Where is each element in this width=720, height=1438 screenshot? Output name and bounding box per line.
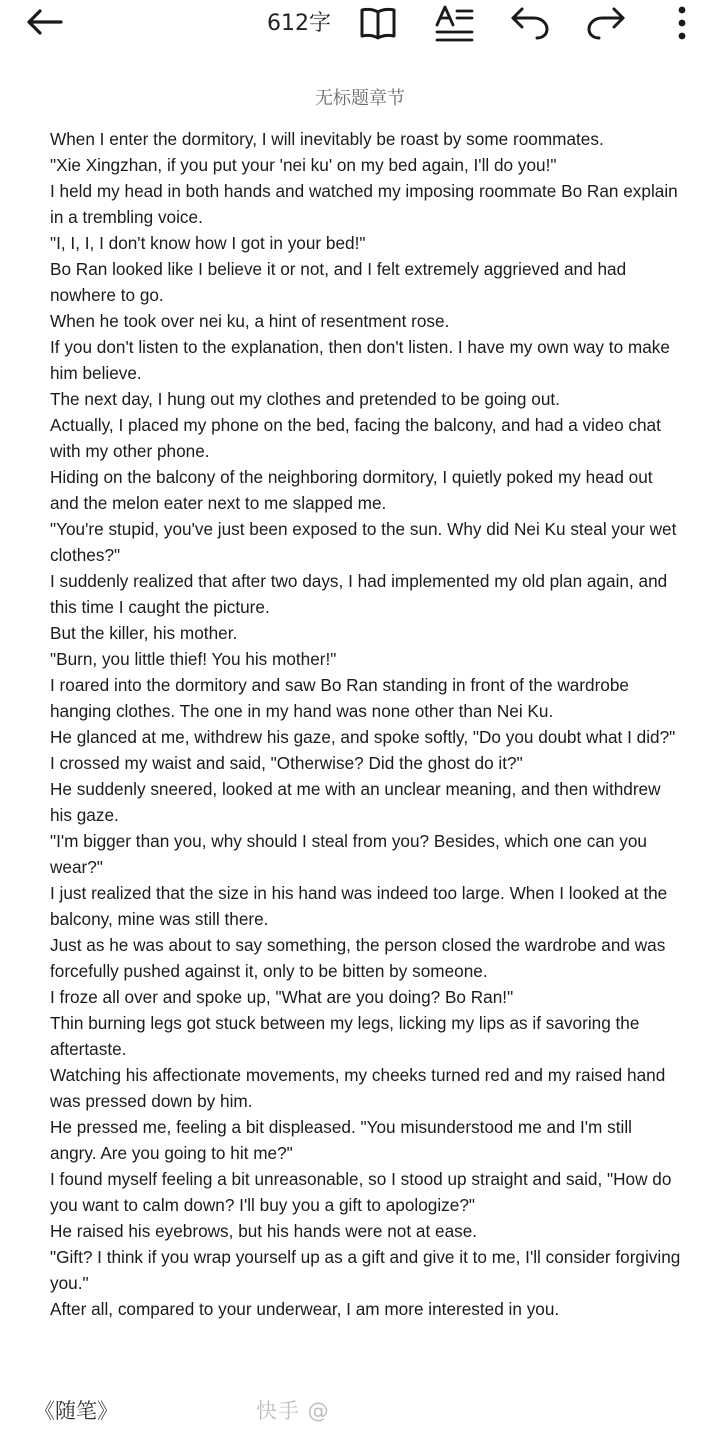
- undo-button[interactable]: [508, 4, 552, 42]
- paragraph: I roared into the dormitory and saw Bo Ran standing in front of the wardrobe hanging clothes. The one in my hand was none other than Nei Ku.: [50, 675, 629, 721]
- paragraph: "I'm bigger than you, why should I steal from you? Besides, which one can you wear?": [50, 831, 647, 877]
- paragraph: "Xie Xingzhan, if you put your 'nei ku' on my bed again, I'll do you!": [50, 155, 557, 175]
- paragraph: "Burn, you little thief! You his mother!": [50, 649, 337, 669]
- paragraph: He pressed me, feeling a bit displeased. "You misunderstood me and I'm still angry. Are you going to hit me?": [50, 1117, 632, 1163]
- paragraph: "I, I, I, I don't know how I got in your bed!": [50, 233, 366, 253]
- paragraph: Actually, I placed my phone on the bed, facing the balcony, and had a video chat with my other phone.: [50, 415, 661, 461]
- paragraph: When I enter the dormitory, I will inevitably be roast by some roommates.: [50, 129, 604, 149]
- paragraph: I froze all over and spoke up, "What are you doing? Bo Ran!": [50, 987, 514, 1007]
- chapter-content: [50, 126, 682, 1322]
- redo-icon: [586, 6, 626, 40]
- arrow-left-icon: [25, 8, 63, 36]
- paragraph: I just realized that the size in his hand was indeed too large. When I looked at the balcony, mine was still there.: [50, 883, 668, 929]
- paragraph: The next day, I hung out my clothes and pretended to be going out.: [50, 389, 560, 409]
- paragraph: I found myself feeling a bit unreasonable, so I stood up straight and said, "How do you want to calm down? I'll buy you a gift to apologize?": [50, 1169, 672, 1215]
- redo-button[interactable]: [584, 4, 628, 42]
- paragraph: Watching his affectionate movements, my cheeks turned red and my raised hand was pressed down by him.: [50, 1065, 666, 1111]
- word-count: 612字: [267, 11, 331, 36]
- paragraph: After all, compared to your underwear, I am more interested in you.: [50, 1299, 560, 1319]
- paragraph: I held my head in both hands and watched my imposing roommate Bo Ran explain in a trembling voice.: [50, 181, 678, 227]
- paragraph: "Gift? I think if you wrap yourself up as a gift and give it to me, I'll consider forgiving you.": [50, 1247, 681, 1293]
- chapter-title: 无标题章节: [315, 88, 405, 109]
- text-format-icon: [434, 5, 474, 43]
- paragraph: I suddenly realized that after two days, I had implemented my old plan again, and this time I caught the picture.: [50, 571, 668, 617]
- open-book-icon: [359, 6, 397, 40]
- paragraph: He glanced at me, withdrew his gaze, and spoke softly, "Do you doubt what I did?": [50, 727, 676, 747]
- paragraph: I crossed my waist and said, "Otherwise? Did the ghost do it?": [50, 753, 523, 773]
- book-button[interactable]: [356, 4, 400, 42]
- paragraph: If you don't listen to the explanation, then don't listen. I have my own way to make him believe.: [50, 337, 670, 383]
- paragraph: But the killer, his mother.: [50, 623, 238, 643]
- more-vertical-icon: [677, 6, 687, 40]
- top-toolbar: [0, 0, 720, 50]
- book-title-label: 《随笔》: [34, 1399, 118, 1423]
- paragraph: When he took over nei ku, a hint of resentment rose.: [50, 311, 450, 331]
- paragraph: Bo Ran looked like I believe it or not, and I felt extremely aggrieved and had nowhere to go.: [50, 259, 627, 305]
- paragraph: Just as he was about to say something, the person closed the wardrobe and was forcefully pushed against it, only to be bitten by someone.: [50, 935, 666, 981]
- text-format-button[interactable]: [432, 4, 476, 44]
- paragraph: He raised his eyebrows, but his hands were not at ease.: [50, 1221, 478, 1241]
- undo-icon: [510, 6, 550, 40]
- paragraph: "You're stupid, you've just been exposed to the sun. Why did Nei Ku steal your wet clothes?": [50, 519, 677, 565]
- more-options-button[interactable]: [666, 4, 698, 42]
- paragraph: Hiding on the balcony of the neighboring dormitory, I quietly poked my head out and the melon eater next to me slapped me.: [50, 467, 653, 513]
- paragraph: He suddenly sneered, looked at me with an unclear meaning, and then withdrew his gaze.: [50, 779, 661, 825]
- back-button[interactable]: [22, 4, 66, 40]
- paragraph: Thin burning legs got stuck between my legs, licking my lips as if savoring the aftertaste.: [50, 1013, 640, 1059]
- watermark: 快手 @: [256, 1399, 330, 1423]
